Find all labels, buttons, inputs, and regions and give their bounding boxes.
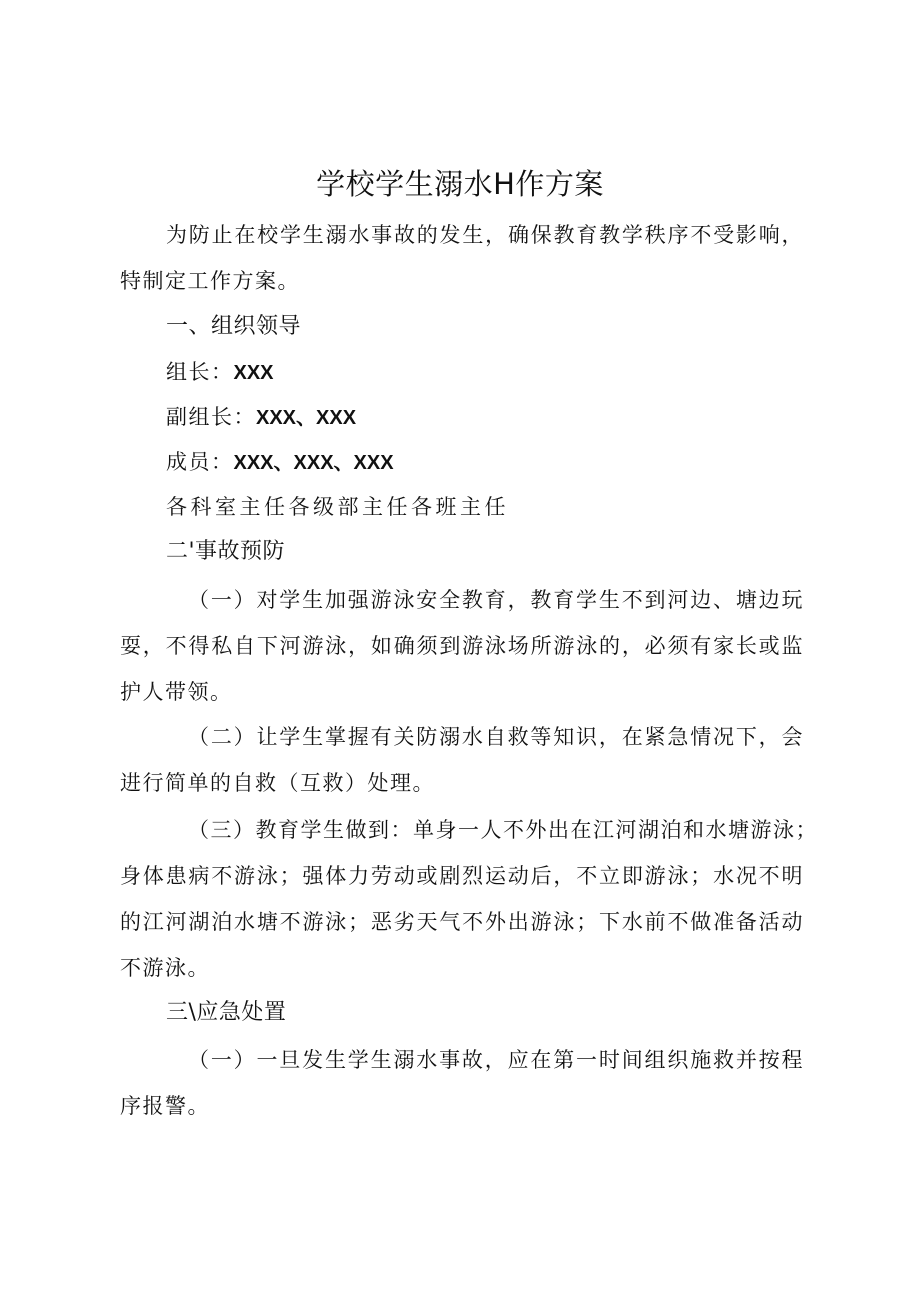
section2-item1-line1: （一）对学生加强游泳安全教育，教育学生不到河边、塘边玩 [188,588,804,612]
section2-item3-line4: 不游泳。 [120,956,210,980]
document-title: 学校学生溺水H作方案 [316,167,604,201]
members-extra: 各科室主任各级部主任各班主任 [166,495,509,519]
members-names: XXX、XXX、XXX [233,452,394,474]
section2-item1-line2: 耍，不得私自下河游泳，如确须到游泳场所游泳的，必须有家长或监 [120,634,804,658]
intro-line-2: 特制定工作方案。 [120,269,300,293]
members-label: 成员： [166,450,234,474]
section2-item3-line2: 身体患病不游泳；强体力劳动或剧烈运动后，不立即游泳；水况不明 [120,864,804,888]
section2-item3-line3: 的江河湖泊水塘不游泳；恶劣天气不外出游泳；下水前不做准备活动 [120,910,804,934]
section2-heading: 二'事故预防 [166,539,286,564]
leader-label: 组长： [166,360,234,384]
section3-item1-line1: （一）一旦发生学生溺水事故，应在第一时间组织施救并按程 [188,1048,804,1072]
section2-item2-line1: （二）让学生掌握有关防溺水自救等知识，在紧急情况下，会 [188,725,804,749]
deputy-names: XXX、XXX [256,407,357,429]
deputy-row [166,402,356,433]
deputy-label: 副组长： [166,405,256,429]
section1-heading: 一、组织领导 [166,314,302,339]
leader-row [166,357,274,388]
intro-line-1: 为防止在校学生溺水事故的发生，确保教育教学秩序不受影响， [166,223,804,247]
leader-names: XXX [233,362,274,384]
section3-heading: 三\应急处置 [166,1000,287,1025]
section2-item3-line1: （三）教育学生做到：单身一人不外出在江河湖泊和水塘游泳； [188,818,818,842]
section3-item1-line2: 序报警。 [120,1094,210,1118]
section2-item2-line2: 进行简单的自救（互救）处理。 [120,771,435,795]
members-row [166,447,394,478]
section2-item1-line3: 护人带领。 [120,680,233,704]
